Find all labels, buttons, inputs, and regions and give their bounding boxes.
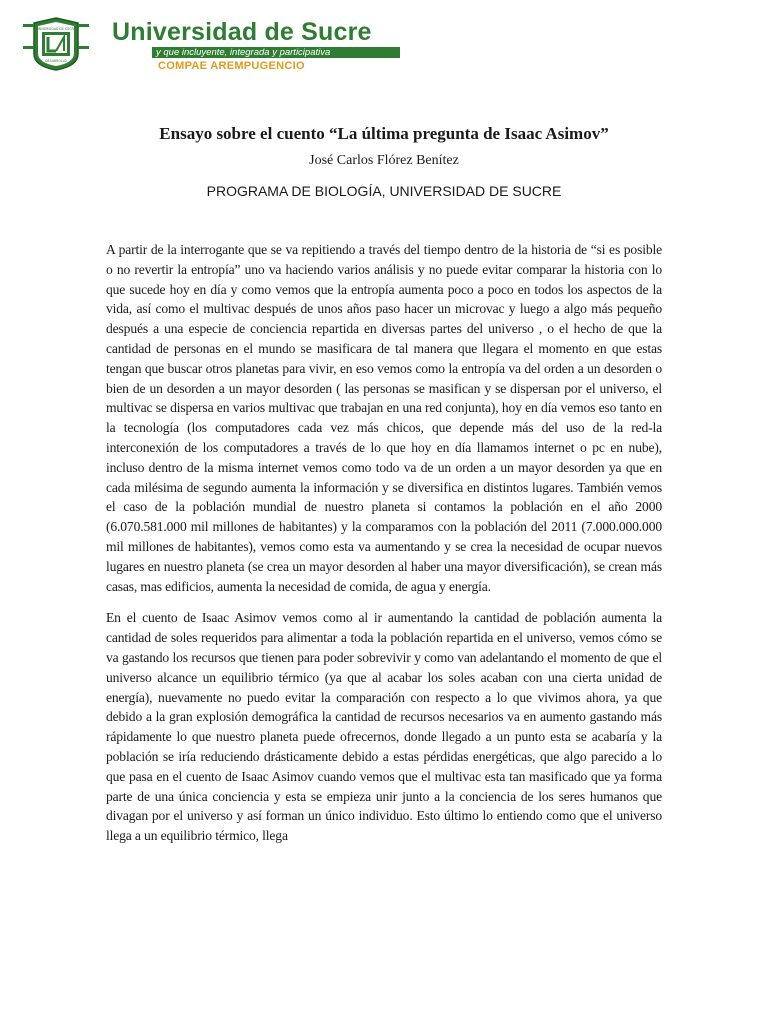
university-header (20, 16, 420, 72)
paragraph-1: A partir de la interrogante que se va repitiendo a través del tiempo dentro de la historia de “si es posible o no revertir la entropía” uno va haciendo varios análisis y no puede evitar comparar la historia con lo que sucede hoy en día y como vemos que la entropía aumenta poco a poco en todos los aspectos de la vida, así como el multivac después de unos años paso hacer un microvac y luego a algo más pequeño después a una especie de conciencia repartida en diversas partes del universo , o el hecho de que la cantidad de personas en el mundo se masificara de tal manera que llegara el momento en que estas tengan que buscar otros planetas para vivir, en eso vemos como la entropía va del orden a un desorden o bien de un desorden a un mayor desorden ( las personas se masifican y se dispersan por el universo, el multivac se dispersa en varios multivac que trabajan en una red conjunta), hoy en día vemos eso tanto en la tecnología (los computadores cada vez más chicos, que depende más del uso de la red-la interconexión de los computadores a través de lo que hoy en día llamamos internet o pc en nube), incluso dentro de la misma internet vemos como todo va de un orden a un mayor desorden ya que en cada milésima de segundo aumenta la información y se diversifica en distintos lugares. También vemos el caso de la población mundial de nuestro planeta si contamos la población en el año 2000 (6.070.581.000 mil millones de habitantes) y la comparamos con la población del 2011 (7.000.000.000 mil millones de habitantes), vemos como esta va aumentando y se crea la necesidad de ocupar nuevos lugares en nuestro planeta (se crea un mayor desorden al haber una mayor diversificación), se crean más casas, mas edificios, aumenta la necesidad de comida, de agua y energía. (106, 242, 662, 594)
university-seal-logo (20, 16, 92, 72)
document-program: PROGRAMA DE BIOLOGÍA, UNIVERSIDAD DE SUCRE (206, 183, 562, 199)
university-motto: COMPAE AREMPUGENCIO (158, 60, 305, 72)
document-title: Ensayo sobre el cuento “La última pregunta de Isaac Asimov” (159, 124, 609, 143)
paragraph-2: En el cuento de Isaac Asimov vemos como al ir aumentando la cantidad de población aumenta la cantidad de soles requeridos para alimentar a toda la población repartida en el universo, vemos cómo se va gastando los recursos que tienen para poder sobrevivir y como van adelantando el momento de que el universo alcance un equilibrio térmico (ya que al acabar los soles acaban con una cierta unidad de energía), nuevamente no puedo evitar la comparación con respecto a lo que vivimos ahora, ya que debido a la gran explosión demográfica la cantidad de recursos necesarios va en aumento gastando más rápidamente lo que nuestro planeta puede ofrecernos, donde llegado a un punto esta se acabaría y la población se iría reduciendo drásticamente debido a estas pérdidas energéticas, que algo parecido a lo que pasa en el cuento de Isaac Asimov cuando vemos que el multivac esta tan masificado que ya forma parte de una única conciencia y esta se empieza unir junto a la conciencia de los seres humanos que divagan por el universo y así forman un único individuo. Esto último lo entiendo como que el universo llega a un equilibrio térmico, llega (106, 610, 662, 844)
document-author: José Carlos Flórez Benítez (309, 153, 459, 168)
seal-bottom-text: DESARROLLO (45, 59, 67, 63)
seal-top-text: UNIVERSIDAD DE SUCRE (36, 27, 76, 31)
university-name: Universidad de Sucre (112, 18, 372, 46)
university-brand (112, 19, 400, 73)
document-body (106, 240, 662, 858)
university-tagline: y que incluyente, integrada y participativa (152, 47, 400, 58)
